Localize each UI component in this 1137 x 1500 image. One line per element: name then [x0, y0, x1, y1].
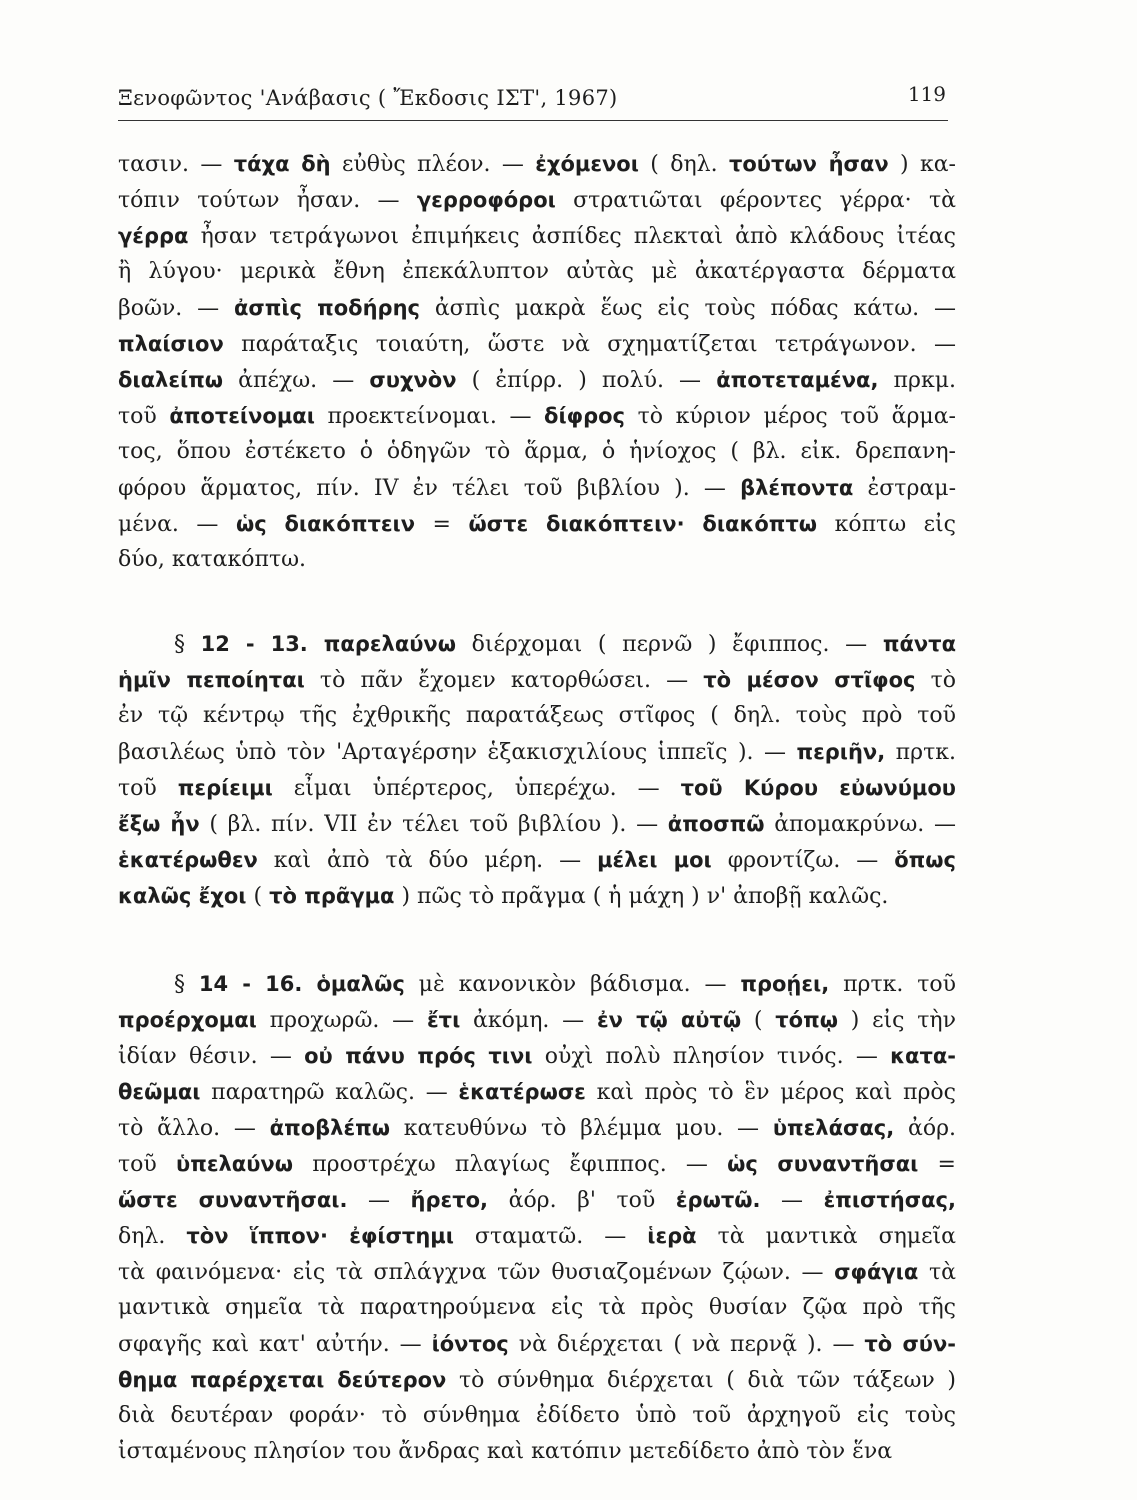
gloss-text: ἱσταμένους πλησίον του ἄνδρας καὶ κατόπιν μετεδίδετο ἀπὸ τὸν ἕνα: [118, 1439, 893, 1464]
gloss-text: τὸ κύριον μέρος τοῦ ἅρμα-: [625, 404, 956, 429]
lemma-term: ἤρετο,: [410, 1188, 489, 1212]
text-line: [118, 542, 956, 578]
gloss-text: τὰ μαντικὰ σημεῖα: [696, 1224, 956, 1249]
gloss-text: ) εἰς τὴν: [837, 1008, 956, 1033]
gloss-text: ) κα-: [888, 152, 956, 177]
lemma-term: ἑκατέρωθεν: [118, 848, 258, 872]
text-line: [118, 1434, 956, 1470]
page-body: [118, 146, 956, 1470]
lemma-term: τόπῳ: [775, 1008, 838, 1032]
gloss-text: ( βλ. πίν. VII ἐν τέλει τοῦ βιβλίου ). —: [199, 812, 668, 837]
text-line: [118, 1182, 956, 1218]
text-line: [118, 470, 956, 506]
gloss-text: κόπτω εἰς: [817, 512, 956, 537]
lemma-term: σφάγια: [834, 1260, 919, 1284]
lemma-term: οὐ πάνυ πρός τινι: [304, 1044, 533, 1068]
gloss-text: ἀόρ.: [894, 1116, 956, 1141]
gloss-text: τὰ φαινόμενα· εἰς τὰ σπλάγχνα τῶν θυσιαζομένων ζῴων. —: [118, 1260, 835, 1285]
text-line: [118, 878, 956, 914]
text-line: [118, 626, 956, 662]
gloss-text: τὸ πᾶν ἔχομεν κατορθώσει. —: [304, 668, 704, 693]
lemma-term: τούτων ἦσαν: [728, 152, 889, 176]
text-line: [118, 842, 956, 878]
lemma-term: ἐπιστήσας,: [823, 1188, 956, 1212]
gloss-text: παρατηρῶ καλῶς. —: [200, 1080, 459, 1105]
lemma-term: προῄει,: [740, 972, 830, 996]
gloss-text: σταματῶ. —: [453, 1224, 648, 1249]
lemma-term: βλέποντα: [740, 476, 854, 500]
lemma-term: τὸν ἵππον· ἐφίστημι: [186, 1224, 454, 1248]
gloss-text: ἢ λύγου· μερικὰ ἔθνη ἐπεκάλυπτον αὐτὰς μὲ ἀκατέργαστα δέρματα: [118, 259, 956, 284]
text-line: [118, 1326, 956, 1362]
gloss-text: διὰ δευτέραν φοράν· τὸ σύνθημα ἐδίδετο ὑπὸ τοῦ ἀρχηγοῦ εἰς τοὺς: [118, 1403, 956, 1428]
gloss-text: —: [347, 1188, 411, 1213]
gloss-text: κατευθύνω τὸ βλέμμα μου. —: [390, 1116, 773, 1141]
gloss-text: τοῦ: [118, 404, 170, 429]
paragraph-gap: [118, 578, 956, 626]
lemma-term: ὅπως: [894, 848, 956, 872]
lemma-term: ἐρωτῶ.: [675, 1188, 761, 1212]
gloss-text: ἐν τῷ κέντρῳ τῆς ἐχθρικῆς παρατάξεως στῖφος ( δηλ. τοὺς πρὸ τοῦ: [118, 703, 956, 728]
gloss-text: ( δηλ.: [638, 152, 729, 177]
lemma-term: τὸ σύν-: [864, 1332, 956, 1356]
lemma-term: καλῶς ἔχοι: [118, 884, 247, 908]
gloss-text: πρτκ. τοῦ: [829, 972, 956, 997]
text-line: [118, 398, 956, 434]
lemma-term: περίειμι: [177, 776, 273, 800]
lemma-term: γερροφόροι: [416, 188, 556, 212]
lemma-term: ὡς διακόπτειν: [235, 512, 416, 536]
gloss-text: τος, ὅπου ἐστέκετο ὁ ὁδηγῶν τὸ ἅρμα, ὁ ἡνίοχος ( βλ. εἰκ. δρεπανη-: [118, 439, 956, 464]
lemma-term: ἀποτείνομαι: [169, 404, 315, 428]
gloss-text: νὰ διέρχεται ( νὰ περνᾷ ). —: [508, 1332, 865, 1357]
gloss-text: παράταξις τοιαύτη, ὥστε νὰ σχηματίζεται τετράγωνον. —: [223, 332, 956, 357]
gloss-text: καὶ ἀπὸ τὰ δύο μέρη. —: [257, 848, 598, 873]
lemma-term: πλαίσιον: [118, 332, 224, 356]
text-line: [118, 146, 956, 182]
gloss-text: τὰ: [918, 1260, 956, 1285]
page-number: 119: [907, 82, 946, 106]
text-line: [118, 1362, 956, 1398]
lemma-term: ὡς συναντῆσαι: [727, 1152, 919, 1176]
lemma-term: θεῶμαι: [118, 1080, 201, 1104]
gloss-text: ) πῶς τὸ πρᾶγμα ( ἡ μάχη ) ν' ἀποβῇ καλῶς.: [394, 884, 889, 909]
lemma-term: γέρρα: [118, 224, 189, 248]
text-line: [118, 1290, 956, 1326]
text-line: [118, 1218, 956, 1254]
lemma-term: τὸ μέσον στῖφος: [703, 668, 916, 692]
gloss-text: βασιλέως ὑπὸ τὸν 'Αρταγέρσην ἑξακισχιλίους ἱππεῖς ). —: [118, 740, 797, 765]
gloss-text: τὸ: [915, 668, 956, 693]
lemma-term: θημα παρέρχεται δεύτερον: [118, 1368, 447, 1392]
text-line: [118, 1398, 956, 1434]
text-line: [118, 698, 956, 734]
gloss-text: ἐστραμ-: [853, 476, 956, 501]
gloss-text: ἀόρ. β' τοῦ: [488, 1188, 676, 1213]
paragraph: [118, 146, 956, 578]
text-line: [118, 290, 956, 326]
gloss-text: ( ἐπίρρ. ) πολύ. —: [456, 368, 717, 393]
lemma-term: ὥστε συναντῆσαι.: [118, 1188, 348, 1212]
gloss-text: διέρχομαι ( περνῶ ) ἔφιππος. —: [456, 632, 883, 657]
gloss-text: προεκτείνομαι. —: [314, 404, 545, 429]
gloss-text: μὲ κανονικὸν βάδισμα. —: [404, 972, 741, 997]
header-title: Ξενοφῶντος 'Ανάβασις ( Ἔκδοσις ΙΣΤ', 1967): [118, 86, 618, 110]
gloss-text: =: [415, 512, 469, 537]
gloss-text: τὸ σύνθημα διέρχεται ( διὰ τῶν τάξεων ): [446, 1368, 956, 1393]
gloss-text: προστρέχω πλαγίως ἔφιππος. —: [292, 1152, 728, 1177]
lemma-term: κατα-: [890, 1044, 956, 1068]
gloss-text: ἰδίαν θέσιν. —: [118, 1044, 305, 1069]
lemma-term: τάχα δὴ: [233, 152, 331, 176]
lemma-term: 12 - 13. παρελαύνω: [200, 632, 456, 656]
gloss-text: ἦσαν τετράγωνοι ἐπιμήκεις ἀσπίδες πλεκταὶ ἀπὸ κλάδους ἰτέας: [188, 224, 956, 249]
lemma-term: ἐχόμενοι: [535, 152, 639, 176]
text-line: [118, 1074, 956, 1110]
gloss-text: τὸ ἄλλο. —: [118, 1116, 270, 1141]
lemma-term: ἰόντος: [431, 1332, 509, 1356]
lemma-term: ἐν τῷ αὐτῷ: [596, 1008, 742, 1032]
lemma-term: ὥστε διακόπτειν· διακόπτω: [468, 512, 818, 536]
paragraph: [118, 966, 956, 1470]
gloss-text: ἀκόμη. —: [460, 1008, 597, 1033]
gloss-text: φόρου ἅρματος, πίν. IV ἐν τέλει τοῦ βιβλίου ). —: [118, 476, 741, 501]
paragraph-gap: [118, 914, 956, 966]
gloss-text: τοῦ: [118, 776, 178, 801]
gloss-text: πρτκ.: [885, 740, 956, 765]
lemma-term: τοῦ Κύρου εὐωνύμου: [680, 776, 956, 800]
gloss-text: §: [174, 972, 199, 997]
gloss-text: οὐχὶ πολὺ πλησίον τινός. —: [532, 1044, 891, 1069]
text-line: [118, 362, 956, 398]
lemma-term: ἡμῖν πεποίηται: [118, 668, 305, 692]
lemma-term: ἀποσπῶ: [667, 812, 765, 836]
gloss-text: εἶμαι ὑπέρτερος, ὑπερέχω. —: [272, 776, 681, 801]
lemma-term: μέλει μοι: [597, 848, 712, 872]
text-line: [118, 1038, 956, 1074]
gloss-text: §: [174, 632, 201, 657]
gloss-text: —: [760, 1188, 824, 1213]
lemma-term: τὸ πρᾶγμα: [269, 884, 395, 908]
lemma-term: προέρχομαι: [118, 1008, 257, 1032]
text-line: [118, 1254, 956, 1290]
lemma-term: ἀποβλέπω: [269, 1116, 390, 1140]
lemma-term: ὑπελάσας,: [772, 1116, 895, 1140]
lemma-term: ἱερὰ: [647, 1224, 697, 1248]
text-line: [118, 218, 956, 254]
lemma-term: συχνὸν: [369, 368, 457, 392]
gloss-text: ἀπέχω. —: [223, 368, 370, 393]
lemma-term: ἔτι: [426, 1008, 461, 1032]
gloss-text: βοῶν. —: [118, 296, 234, 321]
text-line: [118, 1110, 956, 1146]
text-line: [118, 434, 956, 470]
gloss-text: (: [741, 1008, 776, 1033]
text-line: [118, 254, 956, 290]
gloss-text: δύο, κατακόπτω.: [118, 547, 307, 572]
gloss-text: τόπιν τούτων ἦσαν. —: [118, 188, 417, 213]
gloss-text: πρκμ.: [878, 368, 956, 393]
gloss-text: δηλ.: [118, 1224, 187, 1249]
lemma-term: ἀποτεταμένα,: [716, 368, 879, 392]
text-line: [118, 662, 956, 698]
text-line: [118, 1146, 956, 1182]
paragraph: [118, 626, 956, 914]
gloss-text: εὐθὺς πλέον. —: [330, 152, 536, 177]
text-line: [118, 734, 956, 770]
gloss-text: ἀπομακρύνω. —: [764, 812, 956, 837]
gloss-text: ἀσπὶς μακρὰ ἕως εἰς τοὺς πόδας κάτω. —: [419, 296, 956, 321]
gloss-text: τασιν. —: [118, 152, 234, 177]
text-line: [118, 506, 956, 542]
gloss-text: τοῦ: [118, 1152, 177, 1177]
lemma-term: περιῆν,: [796, 740, 886, 764]
gloss-text: σφαγῆς καὶ κατ' αὐτήν. —: [118, 1332, 432, 1357]
lemma-term: δίφρος: [544, 404, 625, 428]
lemma-term: ὑπελαύνω: [176, 1152, 293, 1176]
text-line: [118, 326, 956, 362]
gloss-text: στρατιῶται φέροντες γέρρα· τὰ: [555, 188, 956, 213]
gloss-text: μένα. —: [118, 512, 236, 537]
text-line: [118, 182, 956, 218]
gloss-text: μαντικὰ σημεῖα τὰ παρατηρούμενα εἰς τὰ πρὸς θυσίαν ζῷα πρὸ τῆς: [118, 1295, 956, 1320]
gloss-text: φροντίζω. —: [711, 848, 895, 873]
lemma-term: πάντα: [882, 632, 956, 656]
lemma-term: ἑκατέρωσε: [458, 1080, 586, 1104]
gloss-text: προχωρῶ. —: [256, 1008, 427, 1033]
text-line: [118, 806, 956, 842]
gloss-text: καὶ πρὸς τὸ ἓν μέρος καὶ πρὸς: [585, 1080, 956, 1105]
text-line: [118, 966, 956, 1002]
text-line: [118, 770, 956, 806]
lemma-term: ἀσπὶς ποδήρης: [233, 296, 420, 320]
running-header: [118, 82, 948, 121]
lemma-term: ἔξω ἦν: [118, 812, 200, 836]
lemma-term: 14 - 16. ὁμαλῶς: [198, 972, 405, 996]
lemma-term: διαλείπω: [118, 368, 224, 392]
text-line: [118, 1002, 956, 1038]
gloss-text: =: [918, 1152, 956, 1177]
gloss-text: (: [246, 884, 270, 909]
